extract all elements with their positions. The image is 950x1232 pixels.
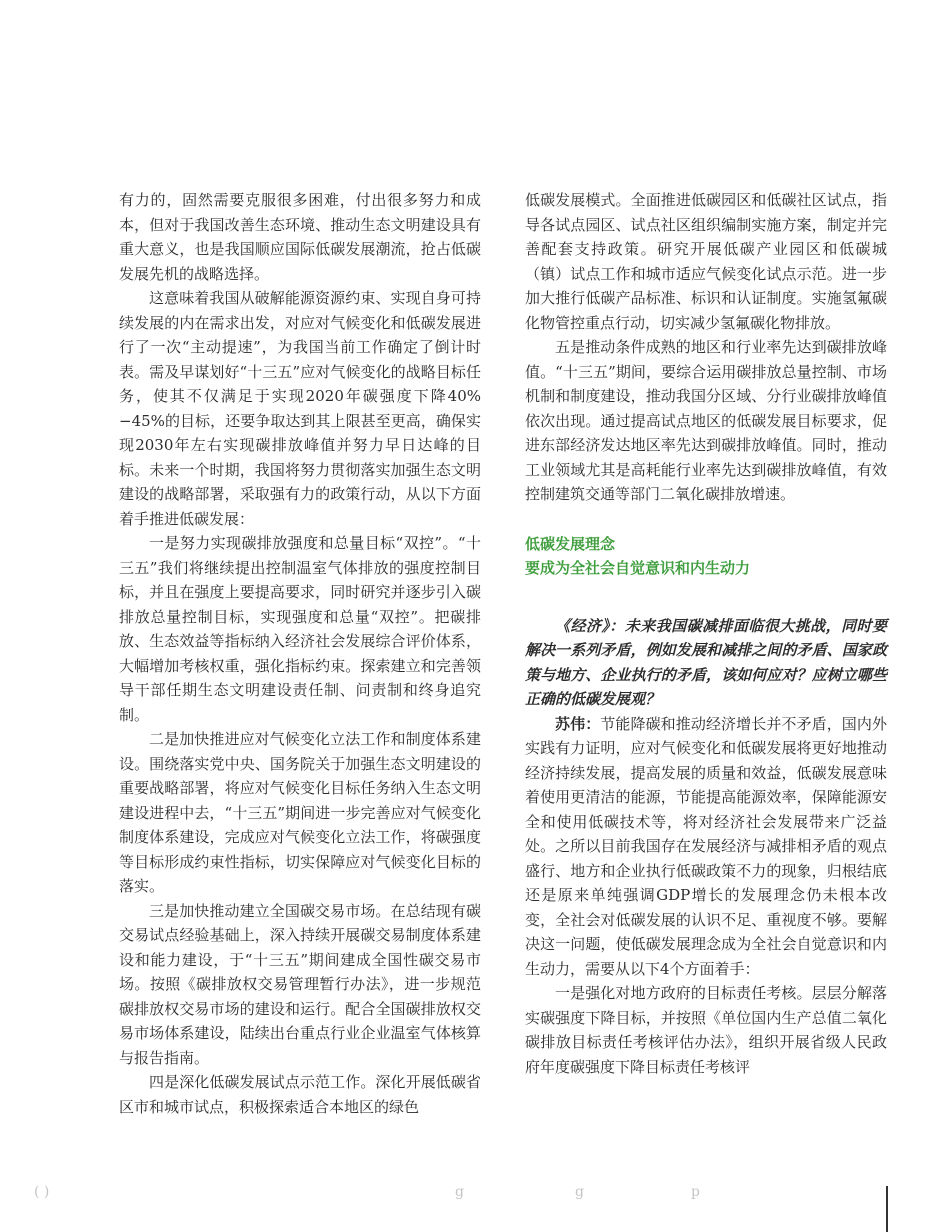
speaker-name: 苏伟： — [555, 714, 601, 733]
paragraph: 五是推动条件成熟的地区和行业率先达到碳排放峰值。“十三五”期间，要综合运用碳排放总量控制、市场机制和制度建设，推动我国分区域、分行业碳排放峰值依次出现。通过提高试点地区的低碳发展目标要求，促进东部经济发达地区率先达到碳排放峰值。同时，推动工业领域尤其是高耗能行业率先达到碳排放峰值，有效控制建筑交通等部门二氧化碳排放增速。 — [525, 338, 887, 503]
paragraph: 有力的，固然需要克服很多困难，付出很多努力和成本，但对于我国改善生态环境、推动生态文明建设具有重大意义，也是我国顺应国际低碳发展潮流，抢占低碳发展先机的战略选择。 — [119, 191, 481, 283]
left-column — [119, 188, 481, 1119]
paragraph: 低碳发展模式。全面推进低碳园区和低碳社区试点，指导各试点园区、试点社区组织编制实施方案，制定并完善配套支持政策。研究开展低碳产业园区和低碳城（镇）试点工作和城市适应气候变化试点示范。进一步加大推行低碳产品标准、标识和认证制度。实施氢氟碳化物管控重点行动，切实减少氢氟碳化物排放。 — [525, 191, 887, 332]
paragraph: 二是加快推进应对气候变化立法工作和制度体系建设。围绕落实党中央、国务院关于加强生态文明建设的重要战略部署，将应对气候变化目标任务纳入生态文明建设进程中去，“十三五”期间进一步完善应对气候变化制度体系建设，完成应对气候变化立法工作，将碳强度等目标形成约束性指标，切实保障应对气候变化目标的落实。 — [119, 730, 481, 895]
footer-bracket: ( ) — [34, 1184, 50, 1200]
section-heading-line2: 要成为全社会自觉意识和内生动力 — [525, 559, 751, 577]
paragraph: 三是加快推动建立全国碳交易市场。在总结现有碳交易试点经验基础上，深入持续开展碳交易制度体系建设和能力建设，于“十三五”期间建成全国性碳交易市场。按照《碳排放权交易管理暂行办法》，进一步规范碳排放权交易市场的建设和运行。配合全国碳排放权交易市场体系建设，陆续出台重点行业企业温室气体核算与报告指南。 — [119, 901, 481, 1067]
paragraph: 这意味着我国从破解能源资源约束、实现自身可持续发展的内在需求出发，对应对气候变化和低碳发展进行了一次“主动提速”，为我国当前工作确定了倒计时表。需及早谋划好“十三五”应对气候变化的战略目标任务，使其不仅满足于实现2020年碳强度下降40%−45%的目标，还要争取达到其上限甚至更高，确保实现2030年左右实现碳排放峰值并努力早日达峰的目标。未来一个时期，我国将努力贯彻落实加强生态文明建设的战略部署，采取强有力的政策行动，从以下方面着手推进低碳发展： — [119, 289, 481, 528]
footer-letter: p — [691, 1184, 700, 1200]
interview-question: 《经济》：未来我国碳减排面临很大挑战，同时要解决一系列矛盾，例如发展和减排之间的矛盾、国家政策与地方、企业执行的矛盾，该如何应对？应树立哪些正确的低碳发展观？ — [525, 616, 887, 708]
footer-divider — [886, 1186, 888, 1232]
paragraph: 一是强化对地方政府的目标责任考核。层层分解落实碳强度下降目标，并按照《单位国内生产总值二氧化碳排放目标责任考核评估办法》，组织开展省级人民政府年度碳强度下降目标责任考核评 — [525, 984, 887, 1076]
right-column — [525, 188, 887, 1079]
interview-answer — [525, 712, 887, 982]
paragraph: 四是深化低碳发展试点示范工作。深化开展低碳省区市和城市试点，积极探索适合本地区的绿色 — [119, 1073, 481, 1116]
footer-letter: g — [455, 1184, 464, 1200]
section-heading-line1: 低碳发展理念 — [525, 534, 616, 553]
footer-letter: g — [575, 1184, 584, 1200]
paragraph: 一是努力实现碳排放强度和总量目标“双控”。“十三五”我们将继续提出控制温室气体排放的强度控制目标，并且在强度上要提高要求，同时研究并逐步引入碳排放总量控制目标，实现强度和总量“双控”。把碳排放、生态效益等指标纳入经济社会发展综合评价体系，大幅增加考核权重，强化指标约束。探索建立和完善领导干部任期生态文明建设责任制、问责制和终身追究制。 — [119, 534, 481, 724]
answer-text: 节能降碳和推动经济增长并不矛盾，国内外实践有力证明，应对气候变化和低碳发展将更好地推动经济持续发展，提高发展的质量和效益，低碳发展意味着使用更清洁的能源，节能提高能源效率，保障能源安全和使用低碳技术等，将对经济社会发展带来广泛益处。之所以目前我国存在发展经济与减排相矛盾的观点盛行、地方和企业执行低碳政策不力的现象，归根结底还是原来单纯强调GDP增长的发展理念仍未根本改变，全社会对低碳发展的认识不足、重视度不够。要解决这一问题，使低碳发展理念成为全社会自觉意识和内生动力，需要从以下4个方面着手： — [525, 714, 887, 978]
